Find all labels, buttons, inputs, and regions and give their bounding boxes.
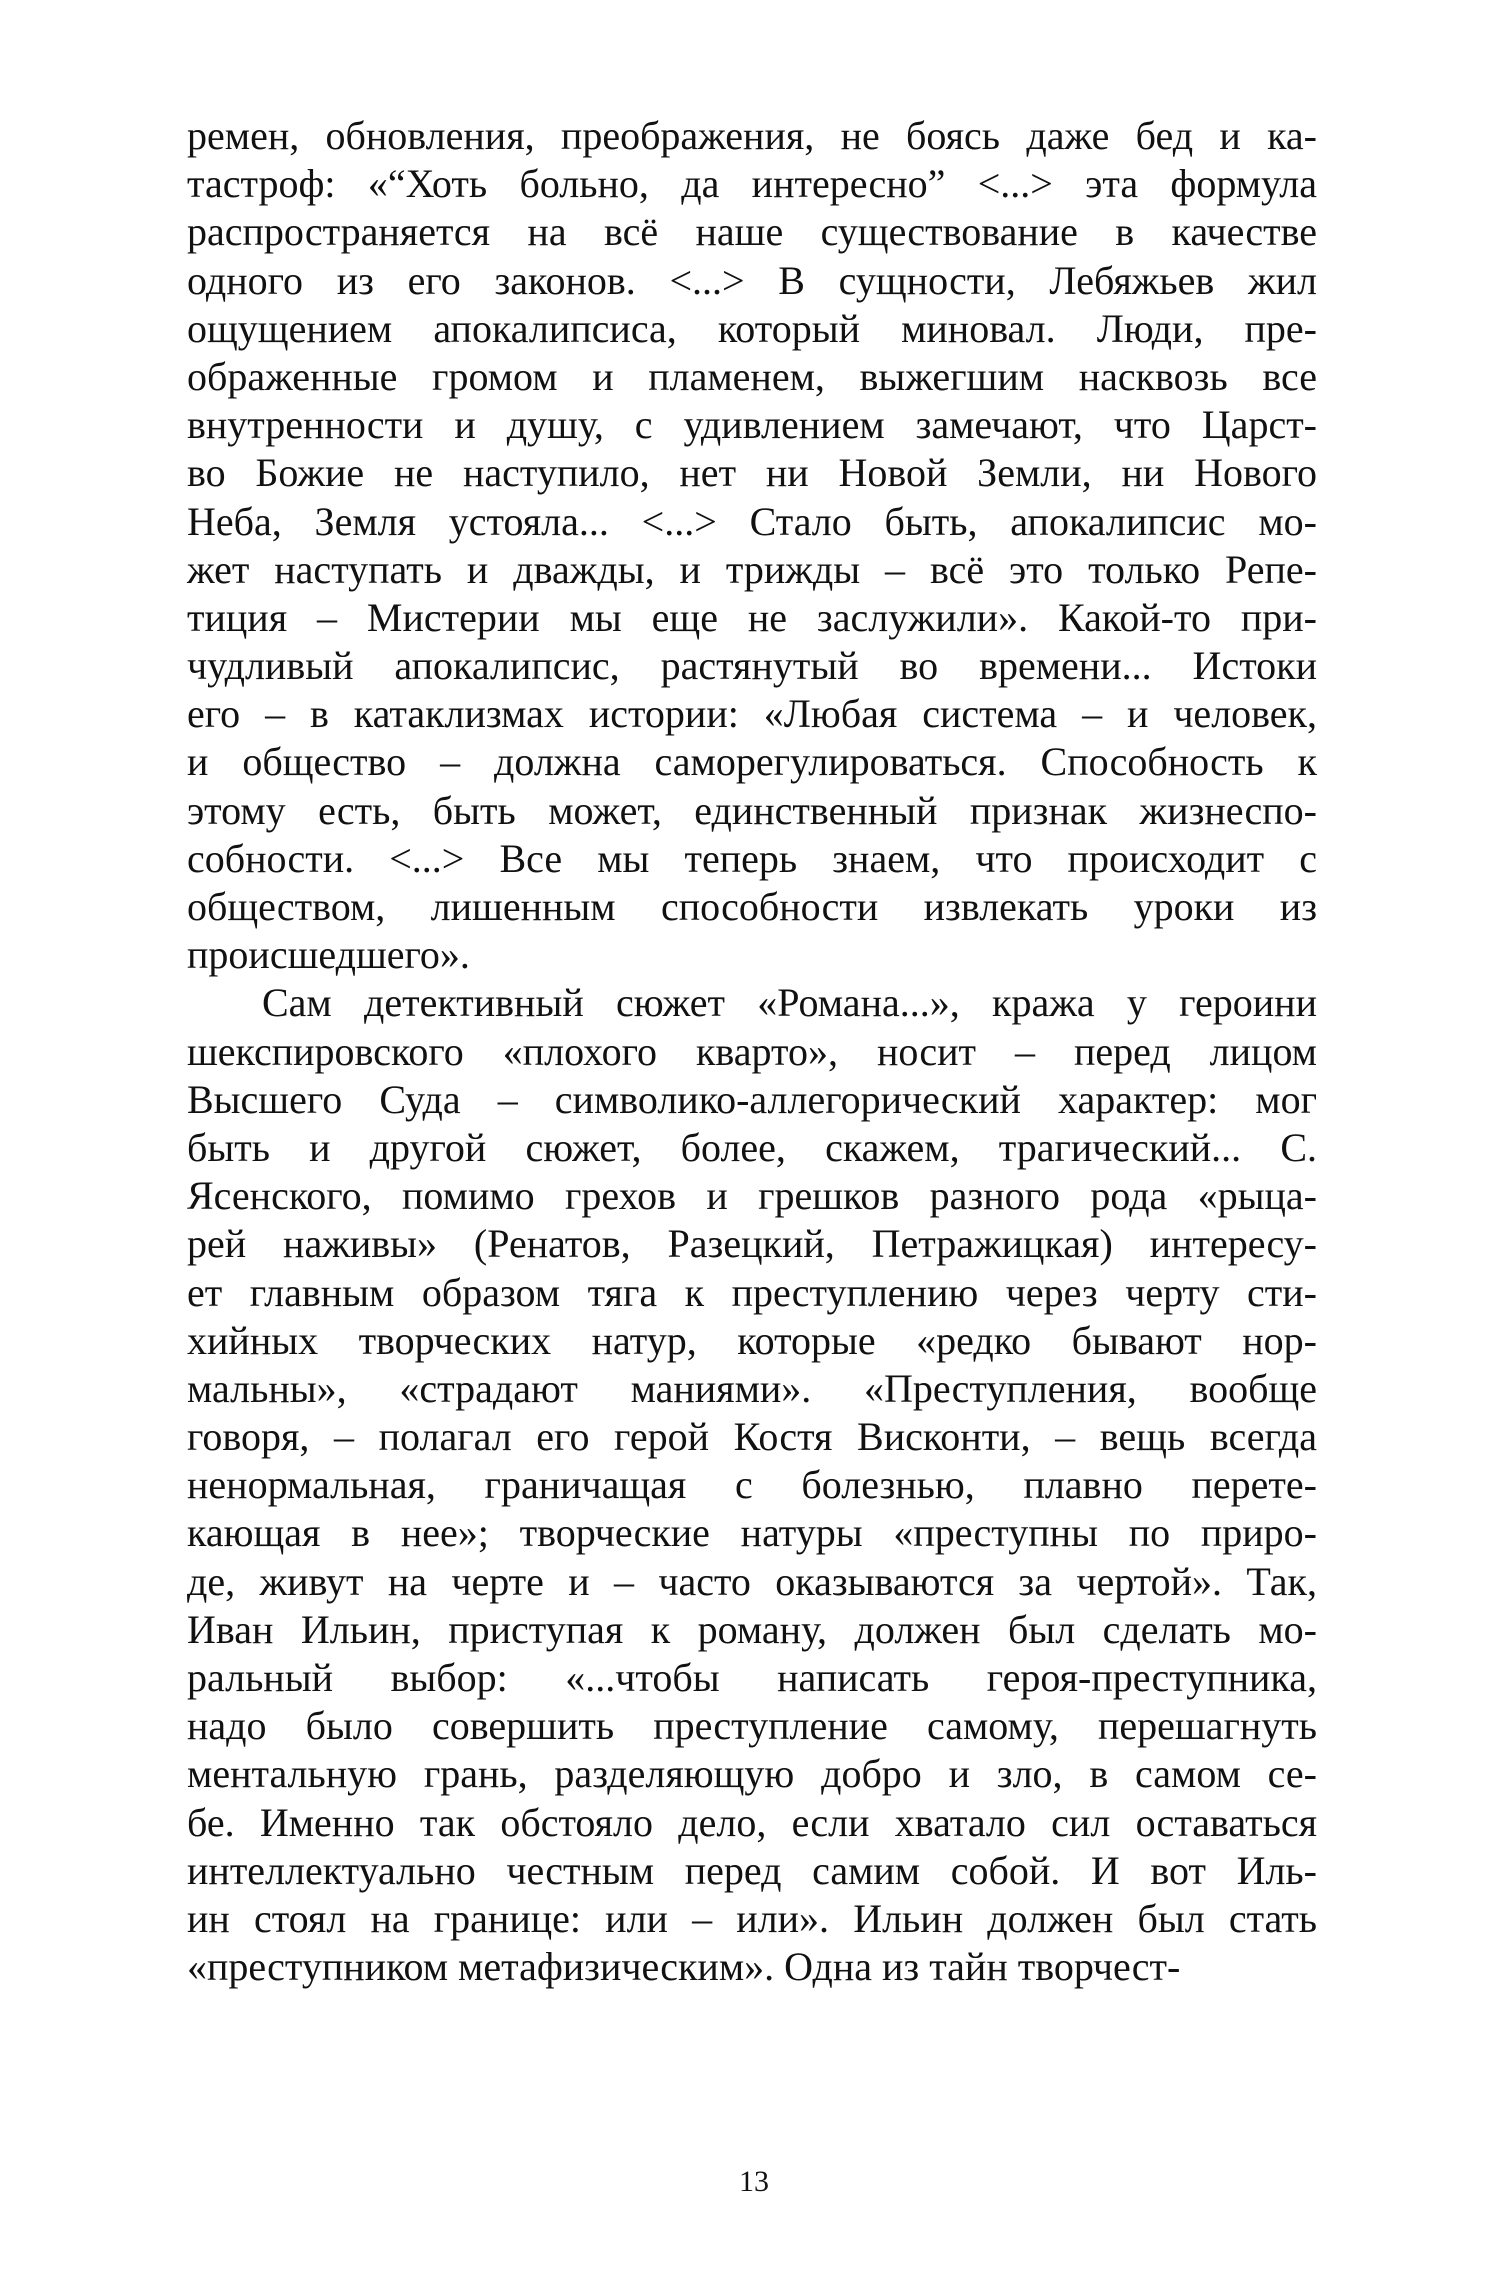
text-line: внутренности и душу, с удивлением замечают, что Царст-	[187, 402, 1317, 448]
text-line: ет главным образом тяга к преступлению через черту сти-	[187, 1269, 1317, 1315]
text-line: ненормальная, граничащая с болезнью, плавно перете-	[187, 1462, 1317, 1508]
text-line: ральный выбор: «...чтобы написать героя-преступника,	[187, 1655, 1317, 1700]
text-line: бе. Именно так обстояло дело, если хватало сил оставаться	[187, 1799, 1317, 1845]
text-line: «преступником метафизическим». Одна из тайн творчест-	[187, 1944, 1181, 1990]
paragraph	[187, 112, 1317, 979]
text-line: хийных творческих натур, которые «редко бывают нор-	[187, 1317, 1317, 1363]
text-line: говоря, – полагал его герой Костя Висконти, – вещь всегда	[187, 1414, 1317, 1460]
text-line: быть и другой сюжет, более, скажем, трагический... С.	[187, 1124, 1317, 1170]
text-line: этому есть, быть может, единственный признак жизнеспо-	[187, 787, 1317, 833]
text-line: одного из его законов. <...> В сущности, Лебяжьев жил	[187, 257, 1317, 303]
page-number: 13	[739, 2165, 769, 2198]
text-line: ощущением апокалипсиса, который миновал. Люди, пре-	[187, 305, 1317, 351]
text-line: тиция – Мистерии мы еще не заслужили». Какой-то при-	[187, 594, 1317, 640]
text-line: Сам детективный сюжет «Романа...», кража у героини	[262, 980, 1317, 1026]
text-line: ремен, обновления, преображения, не боясь даже бед и ка-	[187, 113, 1317, 158]
text-line: Ясенского, помимо грехов и грешков разного рода «рыца-	[187, 1173, 1317, 1219]
text-line: тастроф: «“Хоть больно, да интересно” <...> эта формула	[187, 161, 1317, 207]
text-line: рей наживы» (Ренатов, Разецкий, Петражицкая) интересу-	[187, 1221, 1317, 1267]
text-line: жет наступать и дважды, и трижды – всё это только Репе-	[187, 546, 1317, 592]
text-line: обществом, лишенным способности извлекать уроки из	[187, 884, 1317, 929]
text-line: Иван Ильин, приступая к роману, должен был сделать мо-	[187, 1606, 1317, 1652]
text-line: интеллектуально честным перед самим собой. И вот Иль-	[187, 1847, 1317, 1893]
page-body-text	[187, 112, 1317, 1991]
text-line: ображенные громом и пламенем, выжегшим насквозь все	[187, 353, 1317, 399]
paragraph	[187, 979, 1317, 1991]
text-line: шекспировского «плохого кварто», носит – перед лицом	[187, 1028, 1317, 1074]
text-line: Высшего Суда – символико-аллегорический характер: мог	[187, 1076, 1317, 1122]
text-line: и общество – должна саморегулироваться. Способность к	[187, 739, 1317, 785]
text-line: мальны», «страдают маниями». «Преступления, вообще	[187, 1365, 1317, 1411]
text-line: распространяется на всё наше существование в качестве	[187, 209, 1317, 255]
text-line: кающая в нее»; творческие натуры «преступны по приро-	[187, 1510, 1317, 1556]
text-line: во Божие не наступило, нет ни Новой Земли, ни Нового	[187, 450, 1317, 496]
text-line: его – в катаклизмах истории: «Любая система – и человек,	[187, 691, 1317, 737]
text-line: де, живут на черте и – часто оказываются за чертой». Так,	[187, 1558, 1317, 1604]
text-line: происшедшего».	[187, 932, 470, 978]
text-line: надо было совершить преступление самому, перешагнуть	[187, 1703, 1317, 1749]
text-line: ин стоял на границе: или – или». Ильин должен был стать	[187, 1895, 1317, 1941]
text-line: собности. <...> Все мы теперь знаем, что происходит с	[187, 835, 1317, 881]
text-line: чудливый апокалипсис, растянутый во времени... Истоки	[187, 643, 1317, 689]
text-line: ментальную грань, разделяющую добро и зло, в самом се-	[187, 1751, 1317, 1797]
text-line: Неба, Земля устояла... <...> Стало быть, апокалипсис мо-	[187, 498, 1317, 544]
